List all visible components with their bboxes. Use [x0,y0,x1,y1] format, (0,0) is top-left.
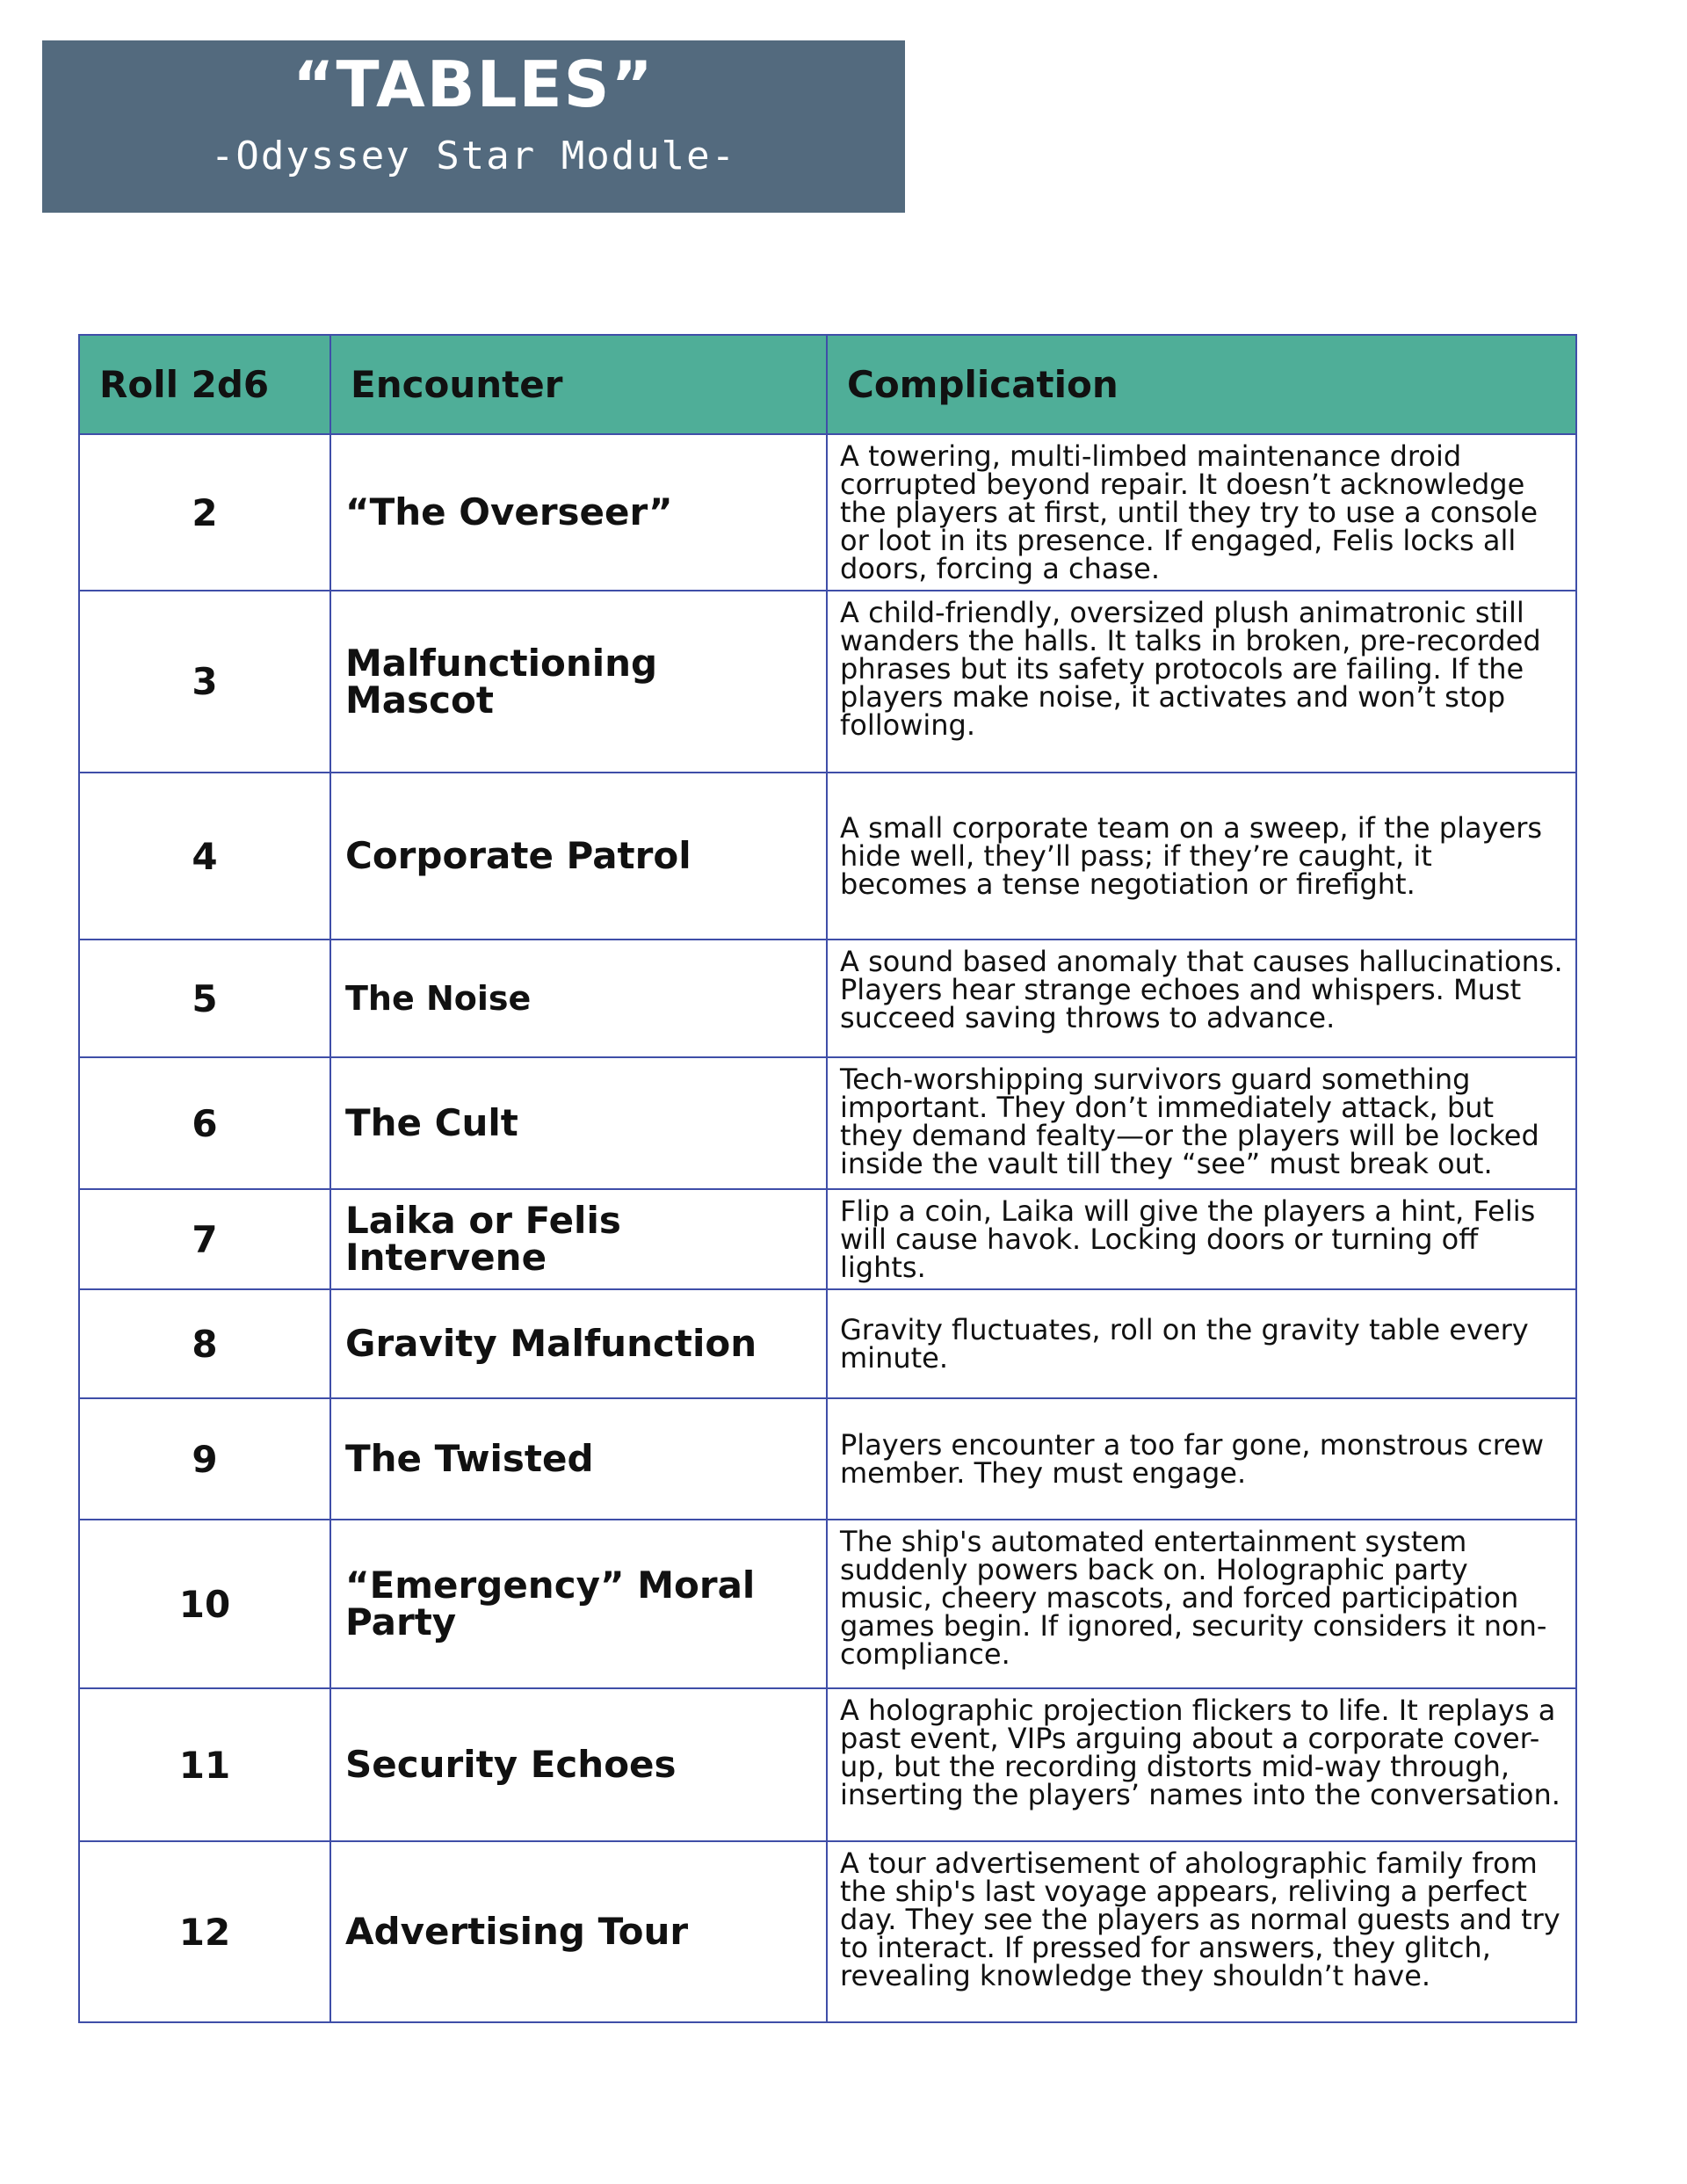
table-row [79,591,1576,773]
table-row [79,1520,1576,1688]
complication-cell: A holographic projection flickers to life. It replays a past event, VIPs arguing about a corporate cover-up, but the recording distorts mid-way through, inserting the players’ names into the conversation. [827,1688,1576,1841]
table-row [79,1688,1576,1841]
roll-cell: 7 [79,1189,330,1289]
encounter-cell: The Cult [330,1057,827,1189]
table-row [79,1841,1576,2022]
complication-cell: Players encounter a too far gone, monstrous crew member. They must engage. [827,1398,1576,1520]
encounter-cell: Laika or Felis Intervene [330,1189,827,1289]
column-header-encounter: Encounter [330,335,827,434]
complication-cell: A sound based anomaly that causes hallucinations. Players hear strange echoes and whispers. Must succeed saving throws to advance. [827,940,1576,1057]
complication-cell: The ship's automated entertainment system suddenly powers back on. Holographic party music, cheery mascots, and forced participation games begin. If ignored, security considers it non-compliance. [827,1520,1576,1688]
page-title: “TABLES” [293,47,655,121]
encounter-cell: “The Overseer” [330,434,827,591]
table-row [79,940,1576,1057]
table-row [79,1189,1576,1289]
complication-cell: Gravity fluctuates, roll on the gravity table every minute. [827,1289,1576,1398]
roll-cell: 5 [79,940,330,1057]
roll-cell: 8 [79,1289,330,1398]
table-row [79,773,1576,940]
encounter-cell: The Noise [330,940,827,1057]
table-row [79,1057,1576,1189]
table-row [79,1289,1576,1398]
encounter-cell: Gravity Malfunction [330,1289,827,1398]
roll-cell: 12 [79,1841,330,2022]
roll-cell: 9 [79,1398,330,1520]
column-header-complication: Complication [827,335,1576,434]
table-header-row [79,335,1576,434]
roll-cell: 10 [79,1520,330,1688]
roll-cell: 11 [79,1688,330,1841]
complication-cell: A tour advertisement of aholographic family from the ship's last voyage appears, reliving a perfect day. They see the players as normal guests and try to interact. If pressed for answers, they glitch, revealing knowledge they shouldn’t have. [827,1841,1576,2022]
complication-cell: Tech-worshipping survivors guard something important. They don’t immediately attack, but they demand fealty—or the players will be locked inside the vault till they “see” must break out. [827,1057,1576,1189]
roll-cell: 2 [79,434,330,591]
encounter-cell: Advertising Tour [330,1841,827,2022]
table-row [79,434,1576,591]
roll-cell: 3 [79,591,330,773]
table-row [79,1398,1576,1520]
complication-cell: Flip a coin, Laika will give the players a hint, Felis will cause havok. Locking doors or turning off lights. [827,1189,1576,1289]
complication-cell: A towering, multi-limbed maintenance droid corrupted beyond repair. It doesn’t acknowledge the players at first, until they try to use a console or loot in its presence. If engaged, Felis locks all doors, forcing a chase. [827,434,1576,591]
encounter-cell: “Emergency” Moral Party [330,1520,827,1688]
encounter-cell: The Twisted [330,1398,827,1520]
encounter-cell: Security Echoes [330,1688,827,1841]
roll-cell: 4 [79,773,330,940]
column-header-roll: Roll 2d6 [79,335,330,434]
roll-cell: 6 [79,1057,330,1189]
complication-cell: A child-friendly, oversized plush animatronic still wanders the halls. It talks in broken, pre-recorded phrases but its safety protocols are failing. If the players make noise, it activates and won’t stop following. [827,591,1576,773]
page-subtitle: -Odyssey Star Module- [210,134,737,178]
complication-cell: A small corporate team on a sweep, if the players hide well, they’ll pass; if they’re caught, it becomes a tense negotiation or firefight. [827,773,1576,940]
encounter-cell: Malfunctioning Mascot [330,591,827,773]
header-banner [42,40,905,213]
encounter-cell: Corporate Patrol [330,773,827,940]
encounter-table [78,334,1577,2023]
